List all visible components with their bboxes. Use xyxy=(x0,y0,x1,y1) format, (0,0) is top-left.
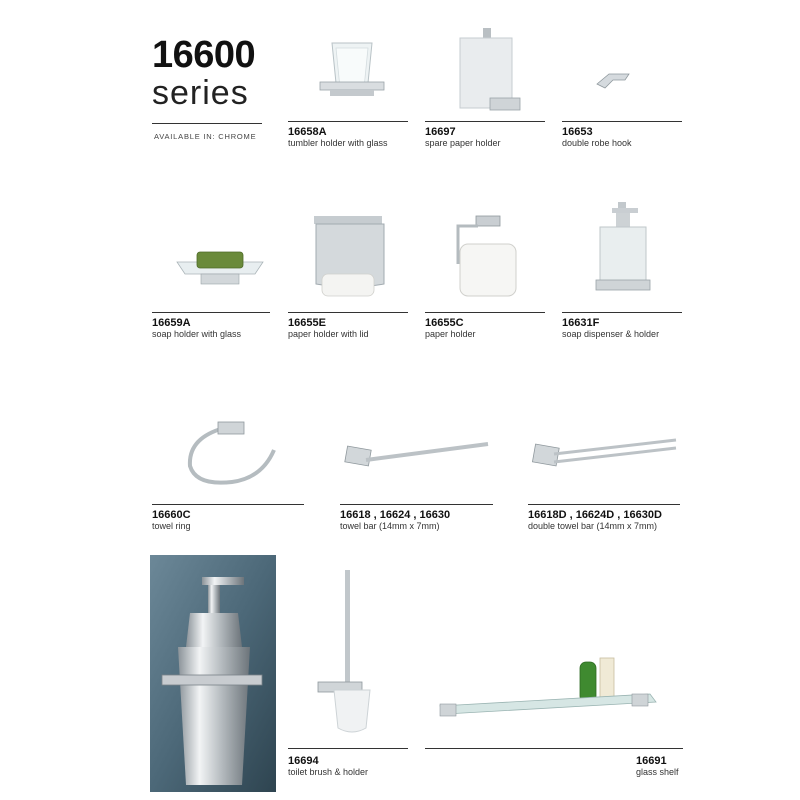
product-code: 16659A xyxy=(152,317,191,329)
series-word: series xyxy=(152,74,249,112)
availability-note: AVAILABLE IN: CHROME xyxy=(154,132,257,141)
rule-16691 xyxy=(425,748,683,749)
rule-16631F xyxy=(562,312,682,313)
glass-shelf-image xyxy=(436,654,656,724)
product-code: 16631F xyxy=(562,317,600,329)
product-code: 16697 xyxy=(425,126,456,138)
product-desc: double towel bar (14mm x 7mm) xyxy=(528,521,658,531)
product-code: 16691 xyxy=(636,755,667,767)
product-code: 16653 xyxy=(562,126,593,138)
robe-hook-image xyxy=(595,72,635,92)
product-code: 16655E xyxy=(288,317,326,329)
product-desc: paper holder xyxy=(425,329,476,339)
tumbler-holder-image xyxy=(312,38,392,108)
product-desc: tumbler holder with glass xyxy=(288,138,388,148)
rule-16653 xyxy=(562,121,682,122)
product-desc: soap holder with glass xyxy=(152,329,242,339)
product-desc: paper holder with lid xyxy=(288,329,369,339)
rule-16660C xyxy=(152,504,304,505)
rule-16694 xyxy=(288,748,408,749)
product-desc: towel bar (14mm x 7mm) xyxy=(340,521,440,531)
toilet-brush-image xyxy=(314,570,384,735)
rule-16618 xyxy=(340,504,493,505)
soap-holder-image xyxy=(175,248,265,290)
rule-16658A xyxy=(288,121,408,122)
rule-16697 xyxy=(425,121,545,122)
product-desc: soap dispenser & holder xyxy=(562,329,660,339)
product-code: 16658A xyxy=(288,126,327,138)
towel-ring-image xyxy=(182,420,282,490)
product-code: 16618 , 16624 , 16630 xyxy=(340,509,451,521)
dispenser-photo xyxy=(150,555,276,792)
product-desc: spare paper holder xyxy=(425,138,501,148)
header-divider xyxy=(152,123,262,124)
product-desc: toilet brush & holder xyxy=(288,767,369,777)
rule-16655C xyxy=(425,312,545,313)
product-desc: towel ring xyxy=(152,521,191,531)
double-towel-bar-image xyxy=(530,438,680,472)
paper-holder-image xyxy=(450,214,530,300)
product-desc: double robe hook xyxy=(562,138,632,148)
spare-paper-holder-image xyxy=(455,28,525,116)
rule-16655E xyxy=(288,312,408,313)
product-code: 16618D , 16624D , 16630D xyxy=(528,509,662,521)
product-code: 16694 xyxy=(288,755,319,767)
soap-dispenser-image xyxy=(592,200,656,300)
paper-holder-lid-image xyxy=(310,214,390,300)
towel-bar-image xyxy=(342,440,492,472)
rule-16618D xyxy=(528,504,680,505)
product-code: 16655C xyxy=(425,317,464,329)
rule-16659A xyxy=(152,312,270,313)
series-number: 16600 xyxy=(152,34,256,76)
product-code: 16660C xyxy=(152,509,191,521)
product-desc: glass shelf xyxy=(636,767,679,777)
